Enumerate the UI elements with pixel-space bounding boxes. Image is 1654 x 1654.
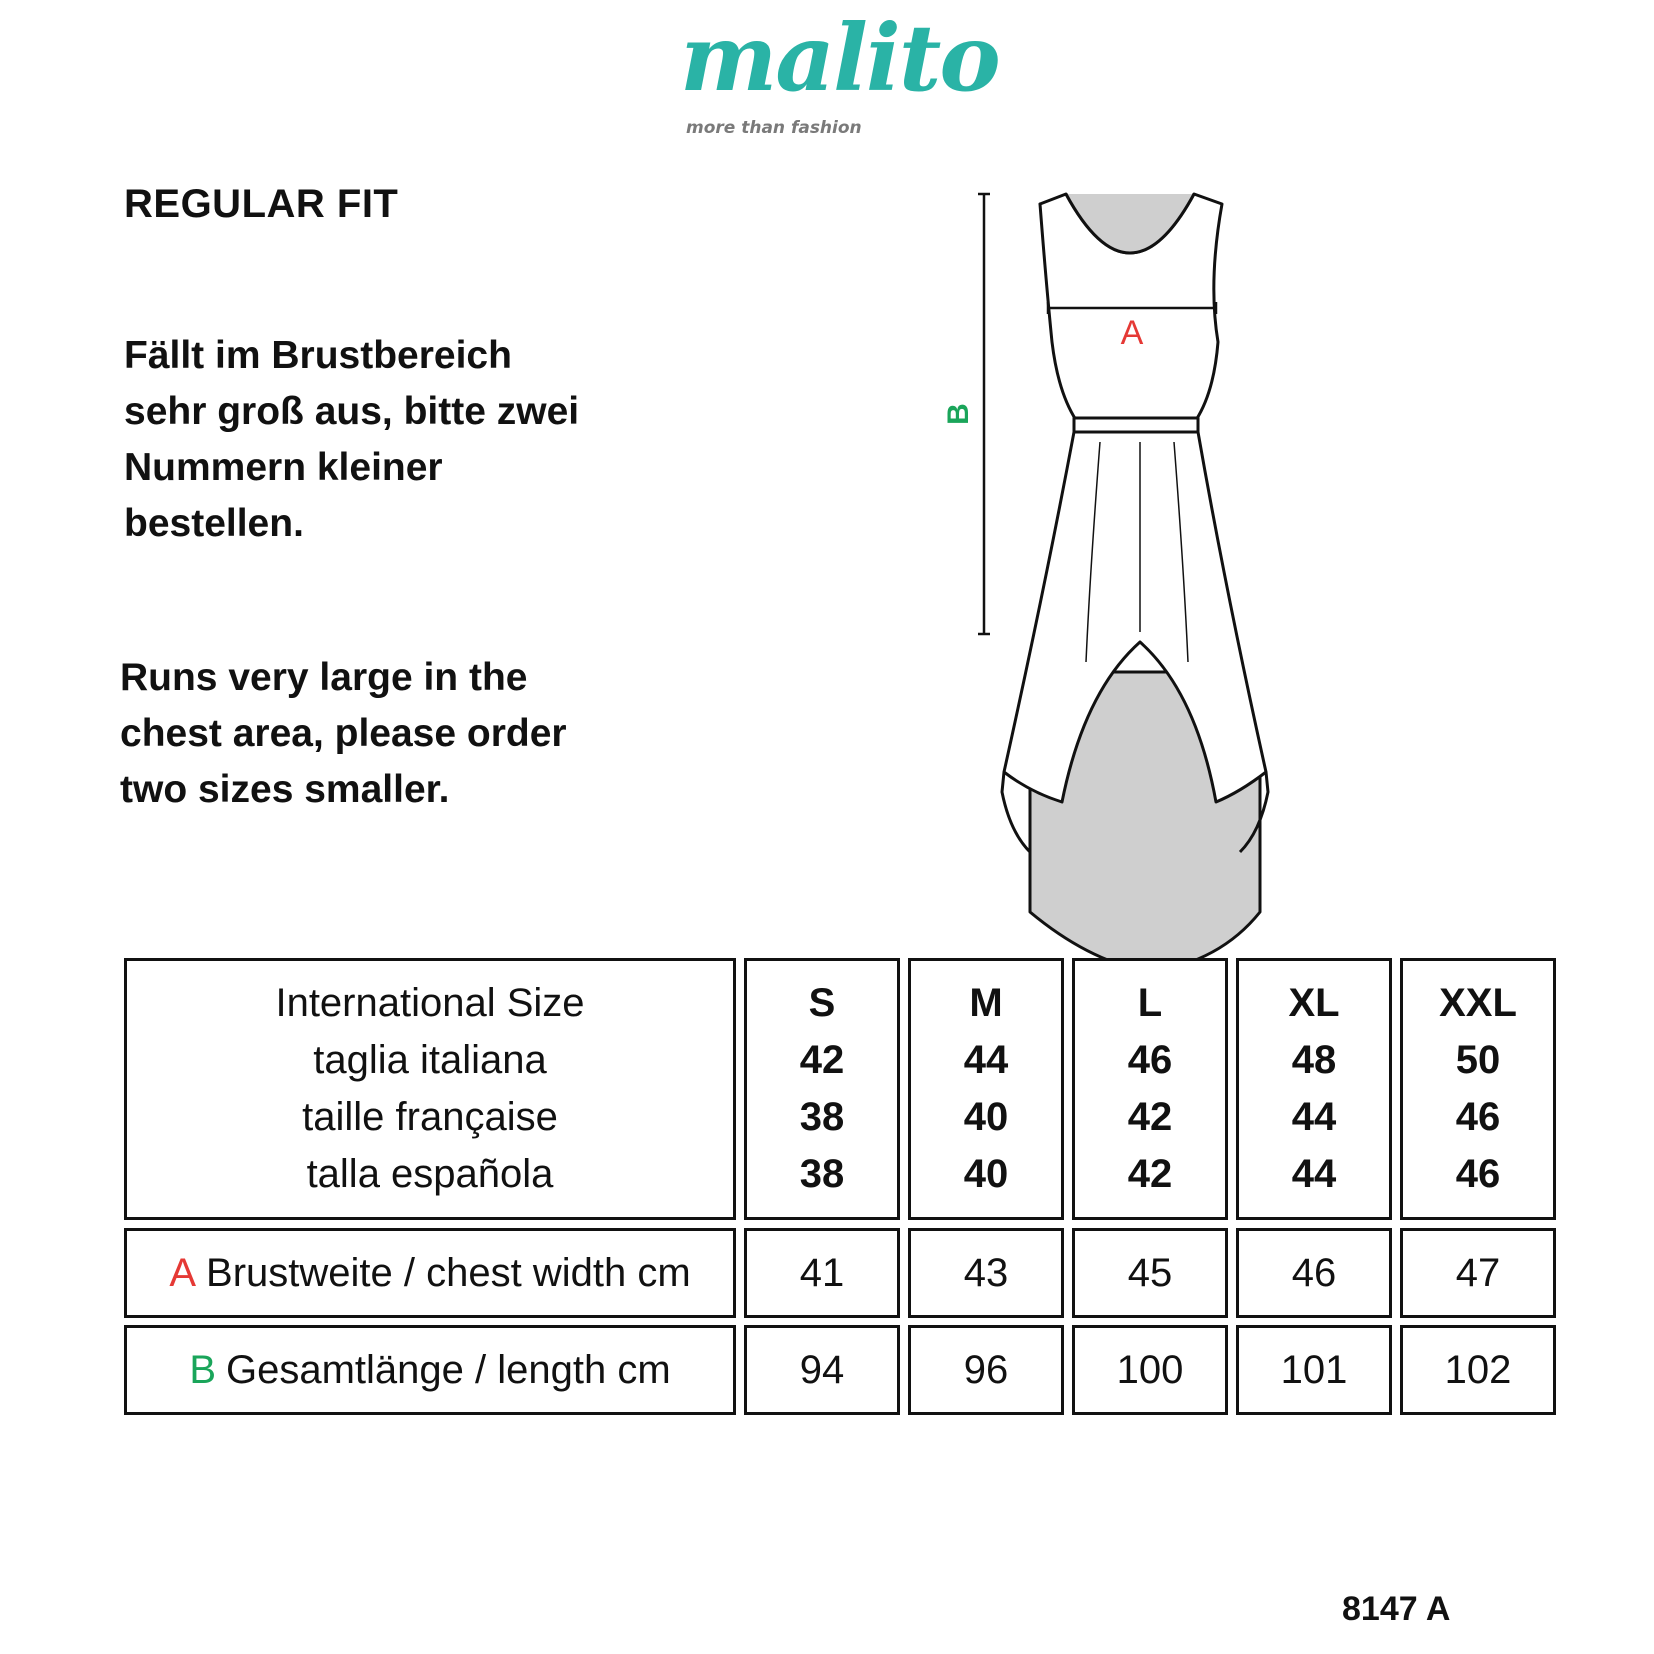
note-en-line: two sizes smaller. (120, 768, 450, 811)
dress-drawing (1002, 194, 1268, 972)
note-en-line: chest area, please order (120, 712, 567, 755)
fit-note-german (124, 328, 579, 552)
chest-value: 45 (1072, 1228, 1228, 1318)
length-label: Gesamtlänge / length cm (226, 1347, 671, 1392)
letter-b: B (189, 1347, 216, 1392)
length-value: 102 (1400, 1325, 1556, 1415)
spanish-size: 40 (963, 1152, 1009, 1196)
size-column-l (1072, 958, 1228, 1220)
fit-note-english (120, 650, 567, 818)
note-de-line: sehr groß aus, bitte zwei (124, 390, 580, 433)
spanish-size: 46 (1455, 1152, 1501, 1196)
size-systems-cell (124, 958, 736, 1220)
length-row (124, 1325, 1556, 1415)
note-de-line: Fällt im Brustbereich (124, 334, 512, 377)
french-size: 40 (963, 1095, 1009, 1139)
fit-title: REGULAR FIT (124, 182, 399, 226)
label-a: A (1120, 314, 1144, 352)
logo-wordmark: malito (680, 4, 999, 112)
french-size: 42 (1127, 1095, 1173, 1139)
chest-value: 41 (744, 1228, 900, 1318)
intl-size: S (808, 981, 836, 1025)
intl-size: XL (1288, 981, 1340, 1025)
italian-size: 48 (1291, 1038, 1337, 1082)
note-de-line: Nummern kleiner (124, 446, 443, 489)
spanish-size: 38 (799, 1152, 845, 1196)
measure-line-b (978, 194, 990, 634)
french-size: 38 (799, 1095, 845, 1139)
french-size: 46 (1455, 1095, 1501, 1139)
size-column-xl (1236, 958, 1392, 1220)
spanish-size: 44 (1291, 1152, 1337, 1196)
italian-size: 50 (1455, 1038, 1501, 1082)
intl-size: M (969, 981, 1003, 1025)
italian-size: 46 (1127, 1038, 1173, 1082)
header-label: International Size (275, 981, 585, 1025)
header-label: taille française (302, 1095, 558, 1139)
italian-size: 42 (799, 1038, 845, 1082)
size-column-s (744, 958, 900, 1220)
chest-width-label-cell (124, 1228, 736, 1318)
chest-value: 47 (1400, 1228, 1556, 1318)
label-b: B (942, 403, 975, 425)
note-de-line: bestellen. (124, 502, 304, 545)
intl-size: XXL (1439, 981, 1517, 1025)
spanish-size: 42 (1127, 1152, 1173, 1196)
size-column-m (908, 958, 1064, 1220)
header-label: talla española (306, 1152, 554, 1196)
chest-width-row (124, 1228, 1556, 1318)
logo-tagline: more than fashion (686, 118, 862, 138)
chest-value: 46 (1236, 1228, 1392, 1318)
brand-logo (680, 4, 999, 140)
size-column-xxl (1400, 958, 1556, 1220)
header-label: taglia italiana (313, 1038, 547, 1082)
length-value: 94 (744, 1325, 900, 1415)
italian-size: 44 (963, 1038, 1009, 1082)
chest-value: 43 (908, 1228, 1064, 1318)
size-header-row (124, 958, 1556, 1220)
french-size: 44 (1291, 1095, 1337, 1139)
length-value: 101 (1236, 1325, 1392, 1415)
product-code: 8147 A (1342, 1590, 1451, 1628)
length-value: 96 (908, 1325, 1064, 1415)
dress-diagram (942, 192, 1340, 932)
intl-size: L (1137, 981, 1163, 1025)
note-en-line: Runs very large in the (120, 656, 528, 699)
letter-a: A (169, 1250, 197, 1295)
length-value: 100 (1072, 1325, 1228, 1415)
chest-width-label: Brustweite / chest width cm (206, 1250, 691, 1295)
length-label-cell (124, 1325, 736, 1415)
